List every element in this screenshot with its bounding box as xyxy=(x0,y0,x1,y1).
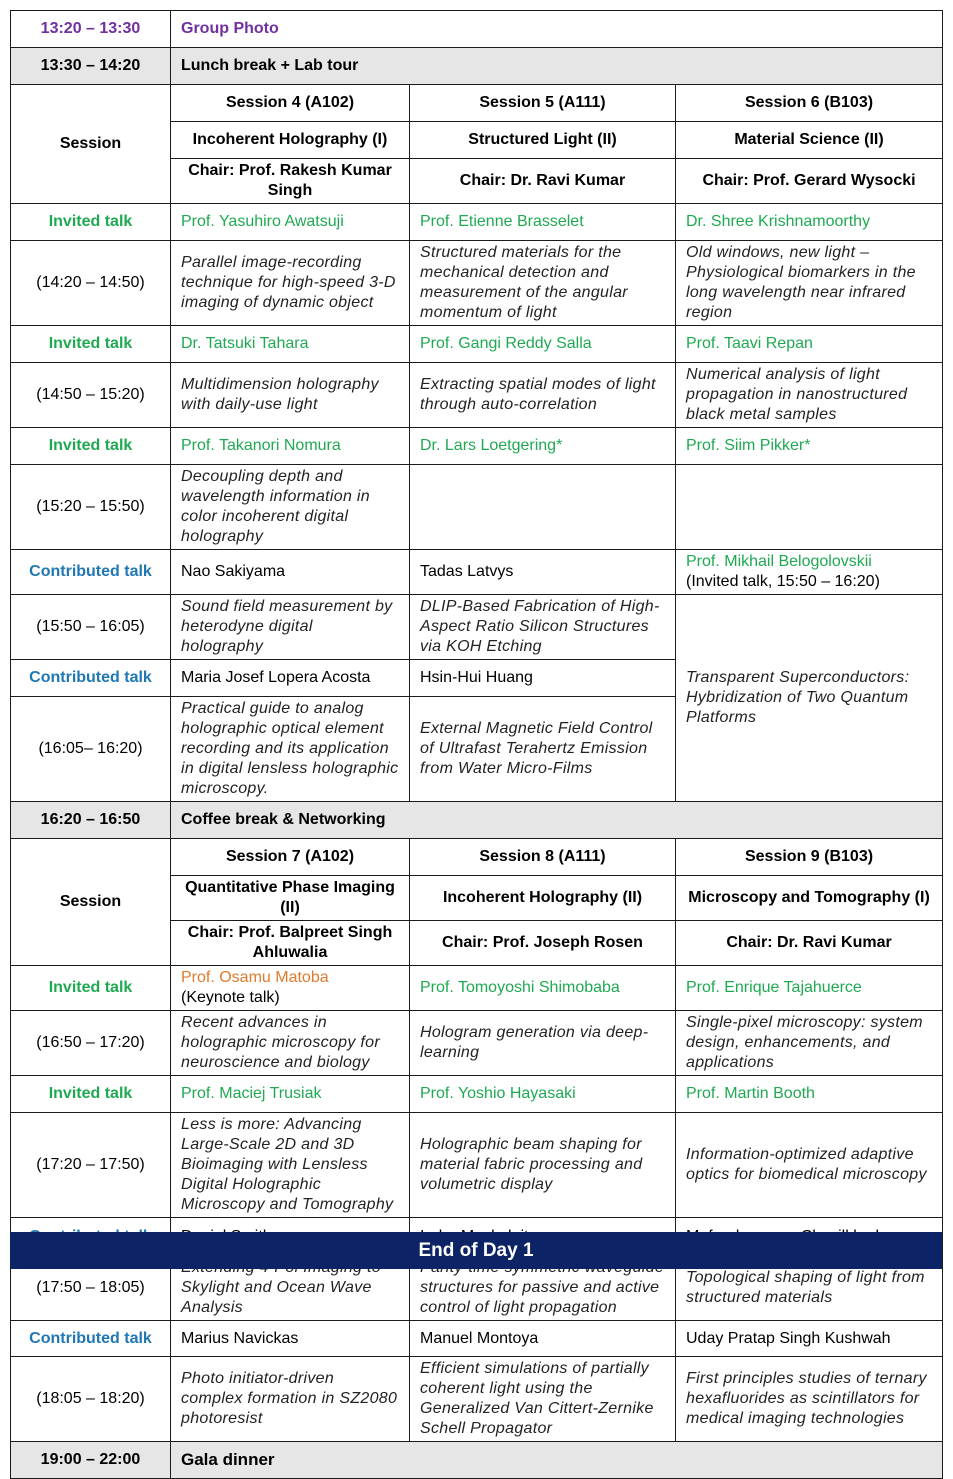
session-label: Session xyxy=(11,839,171,966)
abstract-row xyxy=(11,1011,943,1076)
session-topic: Microscopy and Tomography (I) xyxy=(676,876,943,921)
talk-abstract: Structured materials for the mechanical detection and measurement of the angular momentum of light xyxy=(410,241,676,326)
speaker-name: Prof. Yasuhiro Awatsuji xyxy=(171,204,410,241)
talk-abstract: Old windows, new light – Physiological biomarkers in the long wavelength near infrared region xyxy=(676,241,943,326)
session-header-row xyxy=(11,85,943,122)
talk-abstract: Parallel image-recording technique for high-speed 3-D imaging of dynamic object xyxy=(171,241,410,326)
time-cell: 16:20 – 16:50 xyxy=(11,802,171,839)
session-header-row xyxy=(11,839,943,876)
abstract-row xyxy=(11,1357,943,1442)
speaker-row xyxy=(11,326,943,363)
talk-abstract: Multidimension holography with daily-use light xyxy=(171,363,410,428)
event-title: Coffee break & Networking xyxy=(171,802,943,839)
speaker-name: Prof. Mikhail Belogolovskii xyxy=(686,553,872,570)
talk-type: Invited talk xyxy=(11,1076,171,1113)
speaker-name: Uday Pratap Singh Kushwah xyxy=(676,1321,943,1357)
time-cell: (17:20 – 17:50) xyxy=(11,1113,171,1218)
speaker-row xyxy=(11,1321,943,1357)
talk-abstract: Extracting spatial modes of light through auto-correlation xyxy=(410,363,676,428)
talk-abstract: Topological shaping of light from structured materials xyxy=(676,1256,943,1321)
talk-abstract: Single-pixel microscopy: system design, enhancements, and applications xyxy=(676,1011,943,1076)
talk-type: Contributed talk xyxy=(11,1321,171,1357)
time-cell: (17:50 – 18:05) xyxy=(11,1256,171,1321)
row-lunch xyxy=(11,48,943,85)
talk-abstract: Holographic beam shaping for material fabric processing and volumetric display xyxy=(410,1113,676,1218)
talk-abstract: Hologram generation via deep-learning xyxy=(410,1011,676,1076)
session-name: Session 6 (B103) xyxy=(676,85,943,122)
talk-abstract: structures for passive and active control of light propagation xyxy=(410,1256,676,1321)
speaker-name: Manuel Montoya xyxy=(410,1321,676,1357)
talk-abstract: Practical guide to analog holographic optical element recording and its application in digital lensless holographic microscopy. xyxy=(171,697,410,802)
speaker-name: Tadas Latvys xyxy=(410,550,676,595)
invited-speaker-cell xyxy=(676,550,943,595)
session-name: Session 7 (A102) xyxy=(171,839,410,876)
abstract-row xyxy=(11,465,943,550)
time-cell: (14:20 – 14:50) xyxy=(11,241,171,326)
end-of-day-banner: End of Day 1 xyxy=(10,1232,942,1269)
talk-abstract: Numerical analysis of light propagation in nanostructured black metal samples xyxy=(676,363,943,428)
abstract-row xyxy=(11,363,943,428)
talk-abstract: Photo initiator-driven complex formation in SZ2080 photoresist xyxy=(171,1357,410,1442)
time-cell: (16:50 – 17:20) xyxy=(11,1011,171,1076)
talk-abstract: Transparent Superconductors: Hybridization of Two Quantum Platforms xyxy=(676,595,943,802)
talk-type: Contributed talk xyxy=(11,550,171,595)
talk-type: Invited talk xyxy=(11,326,171,363)
speaker-name: Prof. Tomoyoshi Shimobaba xyxy=(410,966,676,1011)
speaker-row xyxy=(11,204,943,241)
session-topic: Material Science (II) xyxy=(676,122,943,159)
session-topic: Incoherent Holography (II) xyxy=(410,876,676,921)
speaker-name: Prof. Etienne Brasselet xyxy=(410,204,676,241)
session-chair: Chair: Prof. Joseph Rosen xyxy=(410,921,676,966)
time-cell: 13:30 – 14:20 xyxy=(11,48,171,85)
talk-abstract: External Magnetic Field Control of Ultrafast Terahertz Emission from Water Micro-Films xyxy=(410,697,676,802)
abstract-row xyxy=(11,595,943,660)
session-name: Session 4 (A102) xyxy=(171,85,410,122)
talk-type: Invited talk xyxy=(11,204,171,241)
talk-type: Contributed talk xyxy=(11,660,171,697)
speaker-row xyxy=(11,428,943,465)
speaker-row xyxy=(11,966,943,1011)
row-gala xyxy=(11,1442,943,1479)
talk-type: Invited talk xyxy=(11,966,171,1011)
session-name: Session 9 (B103) xyxy=(676,839,943,876)
talk-abstract xyxy=(676,465,943,550)
talk-abstract: Efficient simulations of partially coherent light using the Generalized Van Cittert-Zernike Schell Propagator xyxy=(410,1357,676,1442)
talk-abstract: Sound field measurement by heterodyne digital holography xyxy=(171,595,410,660)
time-cell: (15:20 – 15:50) xyxy=(11,465,171,550)
keynote-note: (Keynote talk) xyxy=(181,989,280,1006)
speaker-name: Hsin-Hui Huang xyxy=(410,660,676,697)
session-chair: Chair: Prof. Gerard Wysocki xyxy=(676,159,943,204)
speaker-name: Dr. Lars Loetgering* xyxy=(410,428,676,465)
event-title: Gala dinner xyxy=(171,1442,943,1479)
talk-abstract: First principles studies of ternary hexafluorides as scintillators for medical imaging technologies xyxy=(676,1357,943,1442)
talk-abstract: Skylight and Ocean Wave Analysis xyxy=(171,1256,410,1321)
speaker-name: Dr. Shree Krishnamoorthy xyxy=(676,204,943,241)
session-topic: Quantitative Phase Imaging (II) xyxy=(171,876,410,921)
speaker-row xyxy=(11,550,943,595)
keynote-speaker-cell xyxy=(171,966,410,1011)
session-chair: Chair: Dr. Ravi Kumar xyxy=(676,921,943,966)
talk-type: Invited talk xyxy=(11,428,171,465)
session-chair: Chair: Prof. Rakesh Kumar Singh xyxy=(171,159,410,204)
time-cell: (18:05 – 18:20) xyxy=(11,1357,171,1442)
time-cell: 19:00 – 22:00 xyxy=(11,1442,171,1479)
time-cell: (16:05– 16:20) xyxy=(11,697,171,802)
abstract-row xyxy=(11,1113,943,1218)
talk-abstract: Less is more: Advancing Large-Scale 2D and 3D Bioimaging with Lensless Digital Holographic Microscopy and Tomography xyxy=(171,1113,410,1218)
speaker-row xyxy=(11,1076,943,1113)
time-cell: (14:50 – 15:20) xyxy=(11,363,171,428)
session-name: Session 8 (A111) xyxy=(410,839,676,876)
session-topic: Structured Light (II) xyxy=(410,122,676,159)
speaker-name: Prof. Yoshio Hayasaki xyxy=(410,1076,676,1113)
speaker-name: Prof. Martin Booth xyxy=(676,1076,943,1113)
event-title: Lunch break + Lab tour xyxy=(171,48,943,85)
session-chair: Chair: Dr. Ravi Kumar xyxy=(410,159,676,204)
invited-note: (Invited talk, 15:50 – 16:20) xyxy=(686,573,880,590)
time-cell: (15:50 – 16:05) xyxy=(11,595,171,660)
speaker-name: Prof. Enrique Tajahuerce xyxy=(676,966,943,1011)
session-chair: Chair: Prof. Balpreet Singh Ahluwalia xyxy=(171,921,410,966)
session-name: Session 5 (A111) xyxy=(410,85,676,122)
row-group-photo xyxy=(11,11,943,48)
row-coffee xyxy=(11,802,943,839)
session-label: Session xyxy=(11,85,171,204)
speaker-name: Nao Sakiyama xyxy=(171,550,410,595)
speaker-name: Prof. Maciej Trusiak xyxy=(171,1076,410,1113)
speaker-name: Prof. Osamu Matoba xyxy=(181,969,329,986)
session-topic: Incoherent Holography (I) xyxy=(171,122,410,159)
abstract-row xyxy=(11,241,943,326)
speaker-name: Dr. Tatsuki Tahara xyxy=(171,326,410,363)
talk-abstract: Decoupling depth and wavelength information in color incoherent digital holography xyxy=(171,465,410,550)
talk-abstract xyxy=(410,465,676,550)
event-title: Group Photo xyxy=(171,11,943,48)
talk-abstract: Recent advances in holographic microscopy for neuroscience and biology xyxy=(171,1011,410,1076)
time-cell: 13:20 – 13:30 xyxy=(11,11,171,48)
talk-abstract: DLIP-Based Fabrication of High-Aspect Ratio Silicon Structures via KOH Etching xyxy=(410,595,676,660)
speaker-name: Prof. Gangi Reddy Salla xyxy=(410,326,676,363)
speaker-name: Prof. Takanori Nomura xyxy=(171,428,410,465)
speaker-name: Prof. Siim Pikker* xyxy=(676,428,943,465)
talk-abstract: Information-optimized adaptive optics for biomedical microscopy xyxy=(676,1113,943,1218)
speaker-name: Maria Josef Lopera Acosta xyxy=(171,660,410,697)
speaker-name: Prof. Taavi Repan xyxy=(676,326,943,363)
speaker-name: Marius Navickas xyxy=(171,1321,410,1357)
